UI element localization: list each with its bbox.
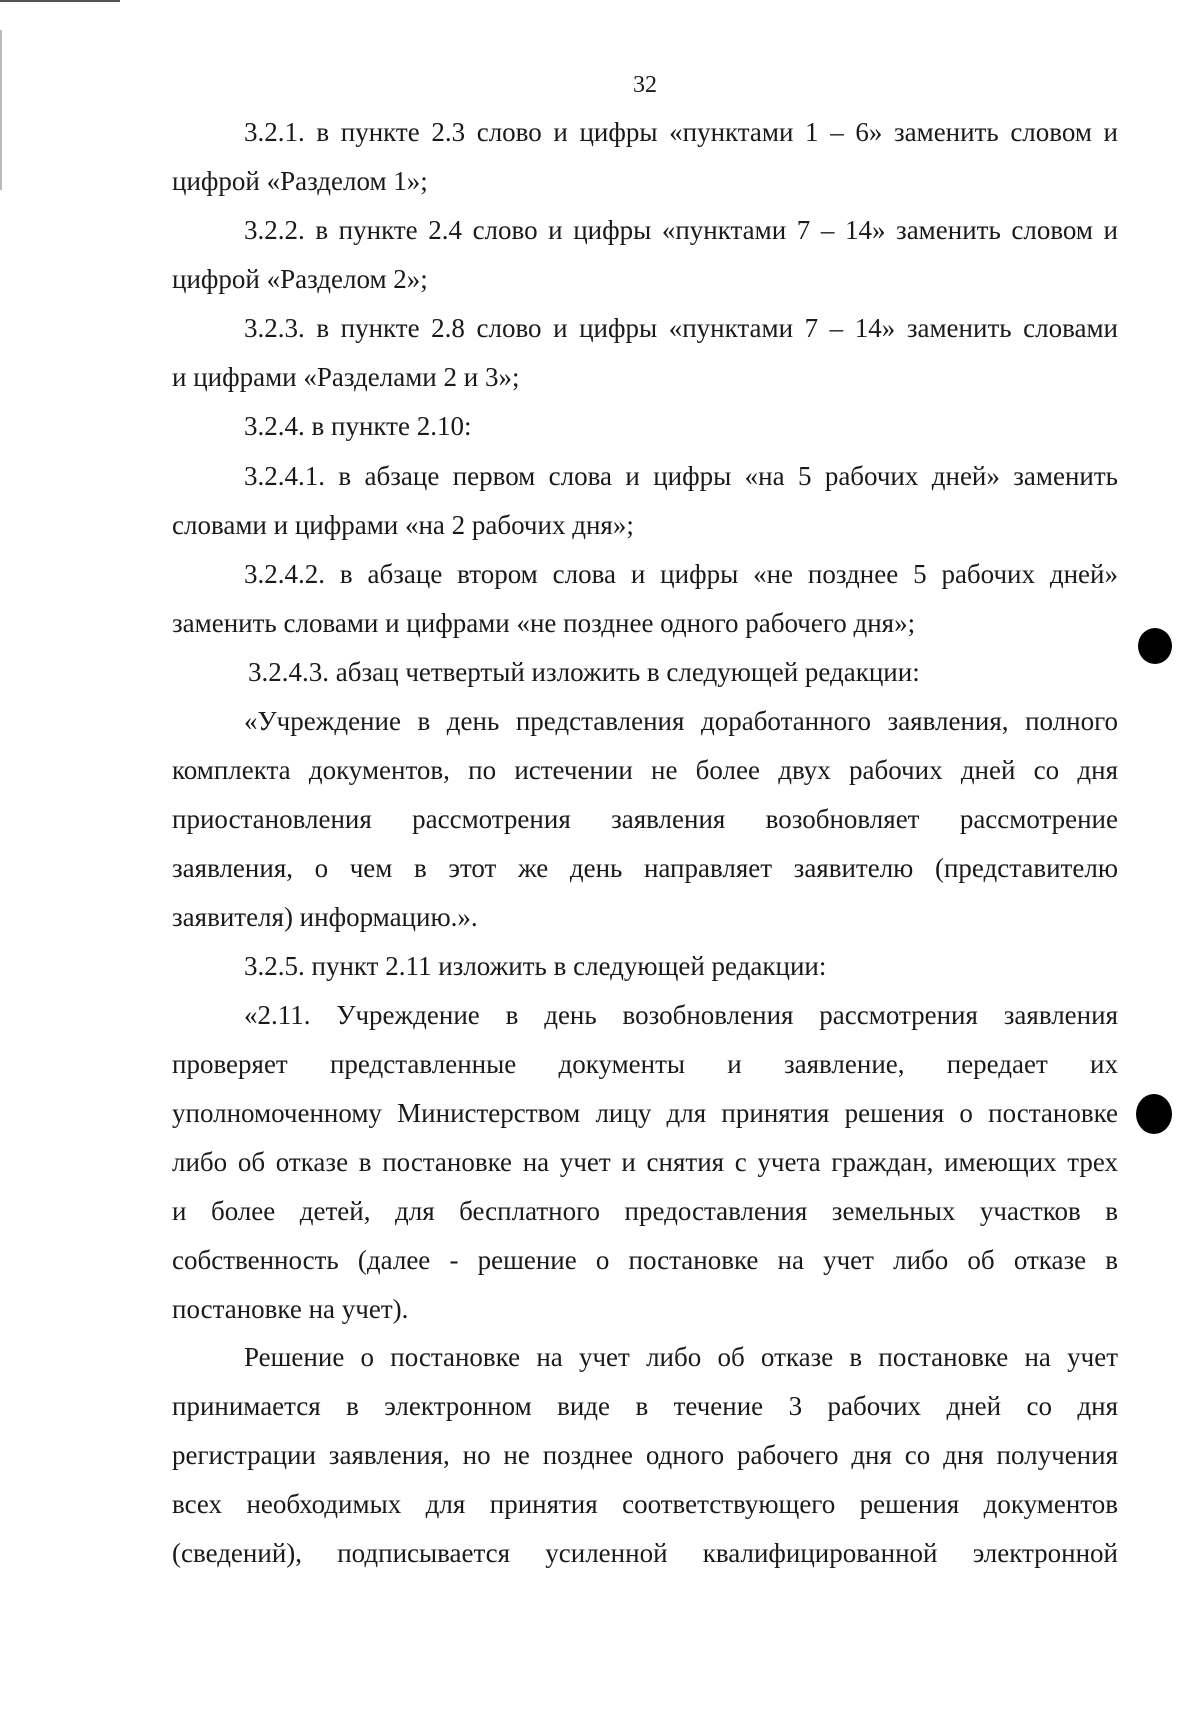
page-number: 32 bbox=[633, 72, 657, 98]
text-line: проверяет представленные документы и заявление, передает их bbox=[172, 1049, 1118, 1079]
punch-hole-mark bbox=[1138, 628, 1172, 664]
text-line: 3.2.4. в пункте 2.10: bbox=[244, 411, 472, 441]
paragraph-3-2-3 bbox=[172, 304, 1118, 402]
text-line: 3.2.4.3. абзац четвертый изложить в следующей редакции: bbox=[248, 657, 920, 687]
paragraph-3-2-1 bbox=[172, 108, 1118, 206]
text-line: комплекта документов, по истечении не более двух рабочих дней со дня bbox=[172, 755, 1118, 785]
text-line: 3.2.4.1. в абзаце первом слова и цифры «на 5 рабочих дней» заменить bbox=[244, 461, 1118, 491]
text-line: и цифрами «Разделами 2 и 3»; bbox=[172, 362, 520, 392]
punch-hole-mark bbox=[1136, 1094, 1172, 1134]
paragraph-reshenie bbox=[172, 1333, 1118, 1578]
text-line: «2.11. Учреждение в день возобновления рассмотрения заявления bbox=[244, 1000, 1118, 1030]
text-line: всех необходимых для принятия соответствующего решения документов bbox=[172, 1489, 1118, 1519]
text-line: заменить словами и цифрами «не позднее одного рабочего дня»; bbox=[172, 608, 916, 638]
paragraph-3-2-2 bbox=[172, 206, 1118, 304]
scan-left-edge bbox=[0, 30, 2, 190]
text-line: заявителя) информацию.». bbox=[172, 902, 478, 932]
text-line: принимается в электронном виде в течение 3 рабочих дней со дня bbox=[172, 1391, 1118, 1421]
text-line: 3.2.3. в пункте 2.8 слово и цифры «пунктами 7 – 14» заменить словами bbox=[244, 313, 1118, 343]
text-line: словами и цифрами «на 2 рабочих дня»; bbox=[172, 510, 634, 540]
text-line: 3.2.1. в пункте 2.3 слово и цифры «пунктами 1 – 6» заменить словом и bbox=[244, 117, 1118, 147]
paragraph-3-2-5 bbox=[172, 942, 1118, 991]
text-line: заявления, о чем в этот же день направляет заявителю (представителю bbox=[172, 853, 1118, 883]
text-line: либо об отказе в постановке на учет и снятия с учета граждан, имеющих трех bbox=[172, 1147, 1118, 1177]
text-line: цифрой «Разделом 2»; bbox=[172, 264, 428, 294]
text-line: регистрации заявления, но не позднее одного рабочего дня со дня получения bbox=[172, 1440, 1118, 1470]
paragraph-3-2-4-1 bbox=[172, 452, 1118, 550]
text-line: приостановления рассмотрения заявления возобновляет рассмотрение bbox=[172, 804, 1118, 834]
text-line: цифрой «Разделом 1»; bbox=[172, 166, 428, 196]
quoted-paragraph-2-11 bbox=[172, 991, 1118, 1334]
text-line: Решение о постановке на учет либо об отказе в постановке на учет bbox=[244, 1342, 1118, 1372]
text-line: собственность (далее - решение о постановке на учет либо об отказе в bbox=[172, 1245, 1118, 1275]
text-line: 3.2.4.2. в абзаце втором слова и цифры «не позднее 5 рабочих дней» bbox=[244, 559, 1118, 589]
paragraph-3-2-4 bbox=[172, 402, 1118, 451]
quoted-paragraph-uchrezhdenie bbox=[172, 697, 1118, 942]
text-line: (сведений), подписывается усиленной квалифицированной электронной bbox=[172, 1538, 1118, 1568]
text-line: 3.2.5. пункт 2.11 изложить в следующей редакции: bbox=[244, 951, 827, 981]
paragraph-3-2-4-3 bbox=[172, 648, 1118, 697]
paragraph-3-2-4-2 bbox=[172, 550, 1118, 648]
text-line: и более детей, для бесплатного предоставления земельных участков в bbox=[172, 1196, 1118, 1226]
text-line: уполномоченному Министерством лицу для принятия решения о постановке bbox=[172, 1098, 1118, 1128]
text-line: постановке на учет). bbox=[172, 1294, 409, 1324]
scan-edge-mark bbox=[0, 0, 120, 2]
text-line: «Учреждение в день представления доработанного заявления, полного bbox=[244, 706, 1118, 736]
text-line: 3.2.2. в пункте 2.4 слово и цифры «пунктами 7 – 14» заменить словом и bbox=[244, 215, 1118, 245]
